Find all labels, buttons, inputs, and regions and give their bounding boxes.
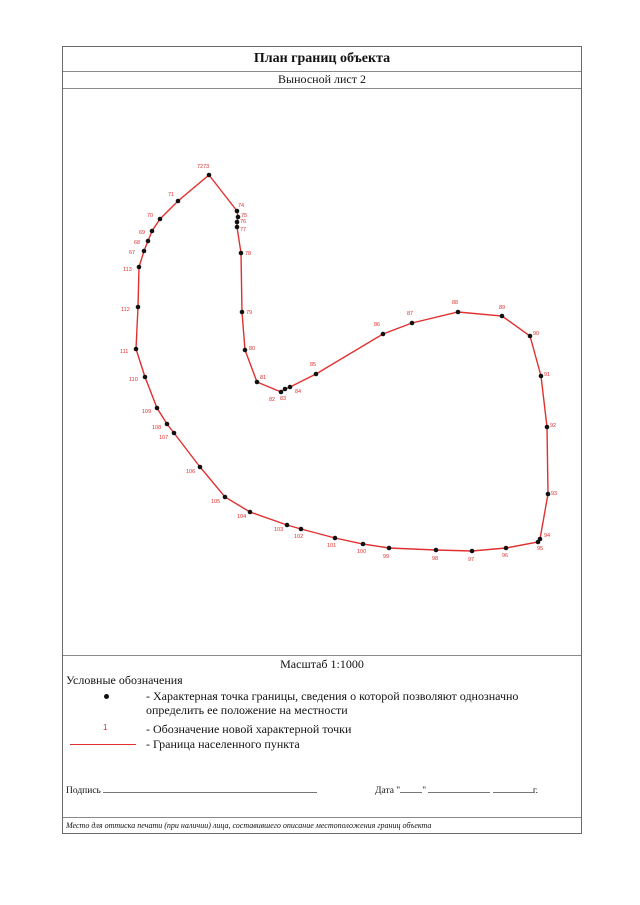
signature-line: Подпись	[66, 786, 317, 796]
boundary-point-100	[361, 542, 366, 547]
boundary-point-111	[134, 347, 139, 352]
point-label-73: 7273	[197, 164, 210, 170]
boundary-point-95	[536, 540, 541, 545]
boundary-point-74	[235, 209, 240, 214]
point-label-87: 87	[407, 311, 414, 317]
boundary-point-88	[456, 310, 461, 315]
boundary-point-90	[528, 334, 533, 339]
legend-item-point: - Характерная точка границы, сведения о которой позволяют однозначно определить ее положение на местности	[146, 689, 519, 717]
boundary-point-73	[207, 173, 212, 178]
legend-title: Условные обозначения	[66, 673, 183, 687]
page-title: План границ объекта	[63, 47, 581, 72]
boundary-point-97	[470, 549, 475, 554]
point-label-92: 92	[550, 423, 557, 429]
boundary-point-102	[299, 527, 304, 532]
boundary-point-80	[243, 348, 248, 353]
boundary-point-96	[504, 546, 509, 551]
point-label-100: 100	[357, 549, 367, 555]
boundary-point-103	[285, 523, 290, 528]
boundary-point-79	[240, 310, 245, 315]
point-label-80: 80	[249, 346, 256, 352]
boundary-point-69	[150, 229, 155, 234]
point-label-76: 76	[240, 219, 247, 225]
boundary-point-67	[142, 249, 147, 254]
boundary-point-85	[314, 372, 319, 377]
point-label-102: 102	[294, 534, 304, 540]
boundary-point-91	[539, 374, 544, 379]
point-label-86: 86	[374, 322, 381, 328]
point-label-91: 91	[544, 372, 551, 378]
point-label-113: 113	[123, 267, 132, 273]
stamp-note: Место для оттиска печати (при наличии) лица, составившего описание местоположения границ объекта	[63, 817, 581, 835]
boundary-point-89	[500, 314, 505, 319]
boundary-point-84	[288, 385, 293, 390]
point-label-96: 96	[502, 553, 509, 559]
boundary-point-106	[198, 465, 203, 470]
point-label-94: 94	[544, 533, 551, 539]
point-label-98: 98	[432, 556, 439, 562]
page-subtitle: Выносной лист 2	[63, 71, 581, 89]
point-label-112: 112	[121, 307, 130, 313]
settlement-boundary-line	[136, 175, 551, 551]
boundary-point-87	[410, 321, 415, 326]
point-label-108: 108	[152, 425, 162, 431]
point-label-99: 99	[383, 554, 390, 560]
point-label-105: 105	[211, 499, 221, 505]
boundary-point-105	[223, 495, 228, 500]
boundary-point-99	[387, 546, 392, 551]
point-label-74: 74	[238, 203, 245, 209]
boundary-map-svg	[63, 88, 581, 654]
document-sheet	[62, 46, 582, 834]
point-label-77: 77	[240, 227, 247, 233]
point-label-104: 104	[237, 514, 247, 520]
boundary-point-112	[136, 305, 141, 310]
point-label-90: 90	[533, 331, 540, 337]
point-label-88: 88	[452, 300, 459, 306]
boundary-point-110	[143, 375, 148, 380]
point-label-93: 93	[551, 491, 558, 497]
boundary-point-86	[381, 332, 386, 337]
boundary-point-68	[146, 239, 151, 244]
point-label-107: 107	[159, 435, 169, 441]
boundary-point-76	[235, 220, 240, 225]
point-label-84: 84	[295, 389, 302, 395]
boundary-point-symbol	[104, 694, 109, 699]
boundary-point-113	[137, 265, 142, 270]
point-label-82: 82	[269, 397, 276, 403]
boundary-point-108	[165, 422, 170, 427]
new-point-label-symbol: 1	[103, 723, 108, 732]
point-label-70: 70	[147, 213, 154, 219]
point-label-81: 81	[260, 375, 267, 381]
point-label-89: 89	[499, 305, 506, 311]
boundary-point-71	[176, 199, 181, 204]
legend-item-new-point: - Обозначение новой характерной точки	[146, 722, 352, 736]
boundary-line-symbol	[70, 744, 136, 745]
point-label-79: 79	[246, 310, 253, 316]
boundary-point-83	[283, 387, 288, 392]
legend-item-boundary: - Граница населенного пункта	[146, 737, 300, 751]
point-label-110: 110	[129, 377, 138, 383]
boundary-point-98	[434, 548, 439, 553]
boundary-point-82	[279, 390, 284, 395]
boundary-point-101	[333, 536, 338, 541]
point-label-97: 97	[468, 557, 475, 563]
map-scale: Масштаб 1:1000	[63, 655, 581, 672]
point-label-103: 103	[274, 527, 284, 533]
boundary-point-78	[239, 251, 244, 256]
boundary-point-109	[155, 406, 160, 411]
point-label-71: 71	[168, 192, 175, 198]
boundary-map	[63, 88, 581, 654]
point-label-85: 85	[310, 362, 317, 368]
point-label-69: 69	[139, 230, 146, 236]
boundary-point-92	[545, 425, 550, 430]
point-label-111: 111	[120, 349, 129, 355]
boundary-point-107	[172, 431, 177, 436]
boundary-point-70	[158, 217, 163, 222]
point-label-67: 67	[129, 250, 136, 256]
boundary-point-104	[248, 510, 253, 515]
boundary-point-81	[255, 380, 260, 385]
point-label-75: 75	[241, 213, 248, 219]
point-label-95: 95	[537, 546, 544, 552]
boundary-point-93	[546, 492, 551, 497]
point-label-109: 109	[142, 409, 152, 415]
date-line: Дата " " г.	[375, 786, 539, 796]
point-label-106: 106	[186, 469, 196, 475]
point-label-68: 68	[134, 240, 141, 246]
point-label-83: 83	[280, 396, 287, 402]
boundary-point-77	[235, 225, 240, 230]
point-label-78: 78	[245, 251, 252, 257]
point-label-101: 101	[327, 543, 337, 549]
